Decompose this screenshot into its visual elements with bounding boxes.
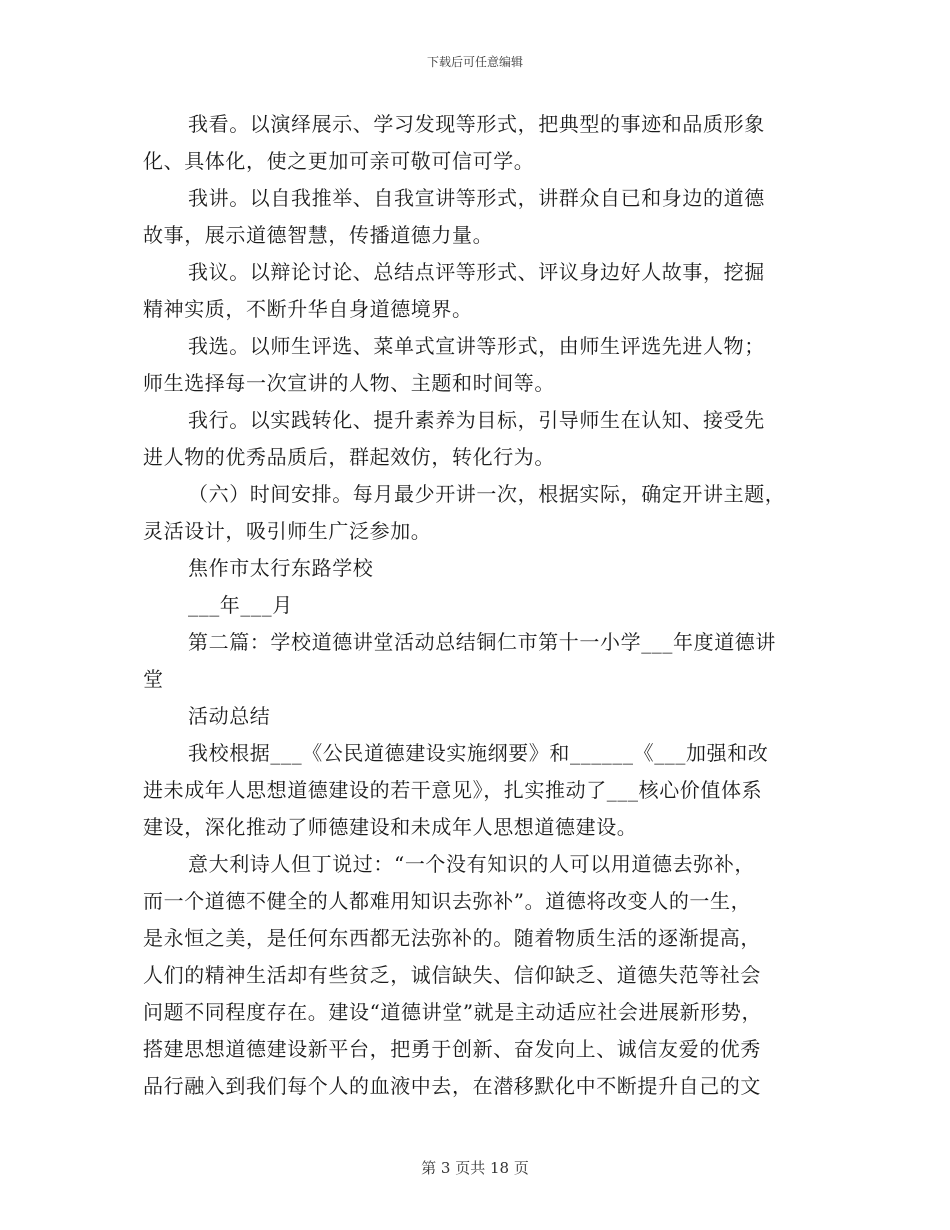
paragraph-line: 灵活设计，吸引师生广泛参加。 — [143, 519, 432, 543]
paragraph-line: 我讲。以自我推举、自我宣讲等形式，讲群众自已和身边的道德 — [188, 186, 765, 210]
paragraph-line: 人们的精神生活却有些贫乏，诚信缺失、信仰缺乏、道德失范等社会 — [143, 963, 761, 987]
paragraph-line: 师生选择每一次宣讲的人物、主题和时间等。 — [143, 371, 555, 395]
section-title-line: 堂 — [143, 667, 164, 691]
signature-school: 焦作市太行东路学校 — [188, 556, 374, 580]
paragraph-line: 化、具体化，使之更加可亲可敬可信可学。 — [143, 149, 535, 173]
paragraph-line: 问题不同程度存在。建设“道德讲堂”就是主动适应社会进展新形势， — [143, 1000, 763, 1024]
paragraph-line: 是永恒之美，是任何东西都无法弥补的。随着物质生活的逐渐提高， — [143, 926, 761, 950]
page-header: 下载后可任意编辑 — [426, 55, 523, 69]
paragraph-line: 故事，展示道德智慧，传播道德力量。 — [143, 223, 494, 247]
section-subtitle: 活动总结 — [188, 704, 271, 728]
paragraph-line: 意大利诗人但丁说过：“一个没有知识的人可以用道德去弥补， — [188, 852, 756, 876]
paragraph-line: 我选。以师生评选、菜单式宣讲等形式，由师生评选先进人物； — [188, 334, 765, 358]
section-title-line: 第二篇：学校道德讲堂活动总结铜仁市第十一小学___年度道德讲 — [188, 630, 776, 654]
paragraph-line: 进人物的优秀品质后，群起效仿，转化行为。 — [143, 445, 555, 469]
paragraph-line: 我校根据___《公民道德建设实施纲要》和______《___加强和改 — [188, 741, 769, 765]
document-body — [143, 106, 809, 1105]
paragraph-line: 建设，深化推动了师德建设和未成年人思想道德建设。 — [143, 815, 638, 839]
paragraph-line: 精神实质，不断升华自身道德境界。 — [143, 297, 473, 321]
paragraph-line: （六）时间安排。每月最少开讲一次，根据实际，确定开讲主题， — [188, 482, 786, 506]
paragraph-line: 我看。以演绎展示、学习发现等形式，把典型的事迹和品质形象 — [188, 112, 765, 136]
paragraph-line: 而一个道德不健全的人都难用知识去弥补”。道德将改变人的一生， — [143, 889, 752, 913]
page-number: 第 3 页共 18 页 — [421, 1159, 529, 1177]
paragraph-line: 我议。以辩论讨论、总结点评等形式、评议身边好人故事，挖掘 — [188, 260, 765, 284]
paragraph-line: 搭建思想道德建设新平台，把勇于创新、奋发向上、诚信友爱的优秀 — [143, 1037, 761, 1061]
paragraph-line: 我行。以实践转化、提升素养为目标，引导师生在认知、接受先 — [188, 408, 765, 432]
paragraph-line: 品行融入到我们每个人的血液中去，在潜移默化中不断提升自己的文 — [143, 1074, 761, 1098]
paragraph-line: 进未成年人思想道德建设的若干意见》，扎实推动了___核心价值体系 — [143, 778, 763, 802]
signature-date: ___年___月 — [188, 593, 293, 617]
